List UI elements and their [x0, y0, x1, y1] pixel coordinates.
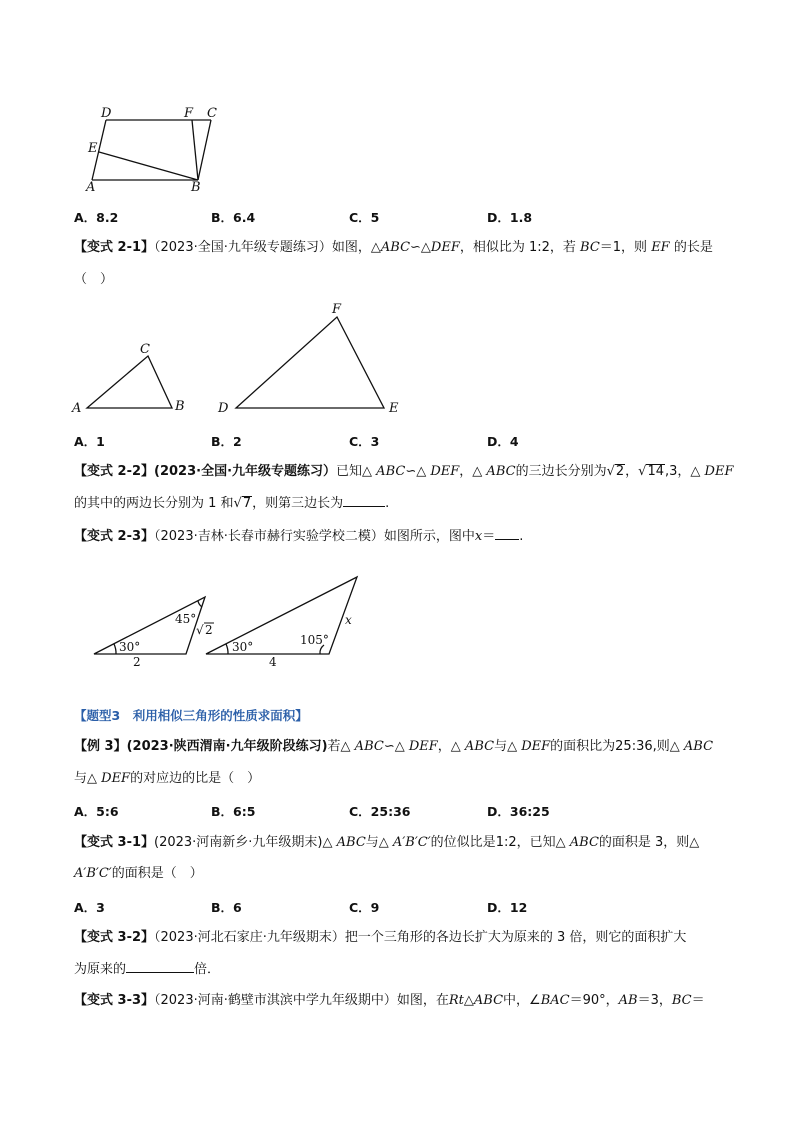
- variant-3-1-line2: [74, 865, 203, 883]
- v31-option-d[interactable]: D．12: [487, 900, 528, 915]
- triangle-notation: △ABC: [463, 993, 504, 1008]
- rt-notation: Rt: [448, 993, 464, 1008]
- triangle-notation: △ ABC: [472, 464, 516, 479]
- label-E: E: [88, 141, 98, 156]
- similar-symbol: ∽: [405, 464, 417, 479]
- text: ，相似比为 1:2，若: [459, 240, 581, 255]
- example-3-line1: [74, 738, 713, 756]
- side-label: 4: [269, 655, 277, 669]
- text: ＝: [482, 529, 496, 544]
- example-3-tag: 【例 3】: [74, 739, 127, 754]
- q1-option-d[interactable]: D．1.8: [487, 210, 533, 225]
- variant-3-2-line1: [74, 929, 686, 947]
- text: ,则: [652, 739, 670, 754]
- text: 倍．: [194, 962, 221, 977]
- label-D: D: [101, 106, 112, 121]
- variant-2-1-paren: （ ）: [74, 272, 114, 287]
- ex3-option-b[interactable]: B．6:5: [211, 804, 256, 819]
- triangle-notation: A′B′C′: [74, 866, 112, 881]
- triangle-notation: △ DEF: [507, 739, 551, 754]
- text: 的对应边的比是（ ）: [130, 771, 261, 786]
- triangle-notation: △ ABC: [669, 739, 714, 754]
- text: 把一个三角形的各边长扩大为原来的 3 倍，则它的面积扩大: [344, 930, 687, 945]
- variant-2-1-line1: [74, 239, 713, 257]
- sqrt-icon: √: [233, 496, 242, 511]
- label-B: B: [175, 399, 185, 414]
- triangle-notation: △ ABC: [555, 835, 599, 850]
- text: .: [385, 496, 390, 511]
- text: ,3，: [665, 464, 691, 479]
- triangle-notation: △ ABC: [340, 739, 384, 754]
- text: ，已知: [516, 835, 556, 850]
- triangle-notation: △ DEF: [416, 464, 460, 479]
- variant-2-3-line1: [74, 527, 523, 546]
- angle-45-label: 45°: [175, 612, 197, 626]
- text: 的其中的两边长分别为 1 和: [74, 496, 234, 511]
- variable-x: x: [474, 529, 483, 544]
- label-E: E: [389, 401, 399, 416]
- q1-option-a[interactable]: A．8.2: [74, 210, 119, 225]
- answer-blank[interactable]: [343, 494, 385, 507]
- variant-2-2-line1: 【变式 2-2】(2023·全国·九年级专题练习）已知△ ABC∽△ DEF，△ ABC的三边长分别为√2，√14,3，△ DEF: [74, 464, 734, 479]
- v31-option-c[interactable]: C．9: [349, 900, 380, 915]
- sqrt-icon: √: [638, 464, 647, 479]
- text: ＝90°，: [569, 993, 619, 1008]
- variant-2-3-source: （2023·吉林·长春市赫行实验学校二模）: [154, 529, 384, 544]
- text: 与: [365, 835, 379, 850]
- variant-3-1-source: (2023·河南新乡·九年级期末): [154, 835, 323, 850]
- text: 的位似比是: [430, 835, 496, 850]
- v21-option-b[interactable]: B．2: [211, 434, 242, 449]
- v21-option-a[interactable]: A．1: [74, 434, 105, 449]
- triangle-notation: △ DEF: [690, 464, 734, 479]
- radicand: 7: [242, 496, 252, 511]
- segment-bc: BC: [580, 240, 600, 255]
- text: 与: [74, 771, 88, 786]
- side-x-label: x: [345, 613, 352, 627]
- text: 与: [494, 739, 508, 754]
- variant-3-2-tag: 【变式 3-2】: [74, 930, 155, 945]
- q1-option-c[interactable]: C．5: [349, 210, 380, 225]
- segment-ef: EF: [651, 240, 670, 255]
- text: 的面积是 3，则: [598, 835, 690, 850]
- variant-3-2-line2: [74, 960, 220, 979]
- triangle-notation: △ DEF: [394, 739, 438, 754]
- ex3-option-a[interactable]: A．5:6: [74, 804, 119, 819]
- text: .: [519, 529, 524, 544]
- triangle-symbol: △: [689, 835, 700, 850]
- variant-3-3-source: （2023·河南·鹤壁市淇滨中学九年级期中）: [154, 993, 397, 1008]
- angle-30-label: 30°: [232, 640, 254, 654]
- variant-2-2-tag: 【变式 2-2】: [74, 464, 155, 479]
- figure-parallelogram: [80, 100, 230, 196]
- answer-blank[interactable]: [126, 960, 194, 973]
- figure-angle-triangles: [88, 572, 368, 672]
- label-C: C: [207, 106, 217, 121]
- v21-option-d[interactable]: D．4: [487, 434, 519, 449]
- text: 的长是: [669, 240, 713, 255]
- segment-ab: AB: [618, 993, 638, 1008]
- variant-2-1-source: （2023·全国·九年级专题练习）: [154, 240, 332, 255]
- label-B: B: [191, 180, 201, 195]
- text: ＝1，则: [599, 240, 652, 255]
- example-3-line2: [74, 770, 260, 788]
- label-F: F: [332, 302, 342, 317]
- ratio: 25:36: [615, 739, 653, 754]
- angle-30-label: 30°: [119, 640, 141, 654]
- text: ，: [459, 464, 473, 479]
- radicand: 14: [647, 464, 665, 479]
- radicand: 2: [615, 464, 625, 479]
- triangle-notation: △ABC∽△DEF: [370, 240, 460, 255]
- text: ，则第三边长为: [252, 496, 344, 511]
- variant-2-3-tag: 【变式 2-3】: [74, 529, 155, 544]
- text: 为原来的: [74, 962, 127, 977]
- v31-option-a[interactable]: A．3: [74, 900, 105, 915]
- text: 中，∠: [503, 993, 541, 1008]
- v21-option-c[interactable]: C．3: [349, 434, 380, 449]
- sqrt-icon: √: [606, 464, 615, 479]
- variant-2-2-source: (2023·全国·九年级专题练习）: [154, 464, 337, 479]
- sqrt-icon: √: [196, 623, 204, 637]
- variant-3-1-tag: 【变式 3-1】: [74, 835, 155, 850]
- similar-symbol: ∽: [383, 739, 395, 754]
- variant-2-2-line2: [74, 494, 389, 513]
- triangle-notation: △ DEF: [87, 771, 131, 786]
- angle-bac: BAC: [540, 993, 570, 1008]
- ex3-option-c[interactable]: C．25:36: [349, 804, 411, 819]
- text: 如图，: [331, 240, 371, 255]
- variant-3-3-line1: [74, 992, 705, 1010]
- text: ＝3，: [637, 993, 672, 1008]
- example-3-source: (2023·陕西渭南·九年级阶段练习): [126, 739, 328, 754]
- ex3-option-d[interactable]: D．36:25: [487, 804, 550, 819]
- answer-blank[interactable]: [495, 527, 519, 540]
- section-title: 【题型3 利用相似三角形的性质求面积】: [74, 708, 308, 723]
- triangle-notation: △ ABC: [450, 739, 495, 754]
- label-C: C: [140, 342, 150, 357]
- text: 如图所示，图中: [383, 529, 475, 544]
- side-label: 2: [133, 655, 141, 669]
- text: ＝: [691, 993, 705, 1008]
- label-D: D: [218, 401, 229, 416]
- text: ，: [437, 739, 451, 754]
- variant-3-3-tag: 【变式 3-3】: [74, 993, 155, 1008]
- label-A: A: [86, 180, 96, 195]
- angle-105-label: 105°: [300, 633, 329, 647]
- triangle-notation: △ A′B′C′: [378, 835, 431, 850]
- label-A: A: [72, 401, 82, 416]
- q1-option-b[interactable]: B．6.4: [211, 210, 256, 225]
- text: 的三边长分别为: [515, 464, 607, 479]
- text: 若: [327, 739, 341, 754]
- label-F: F: [184, 106, 194, 121]
- variant-2-1-tag: 【变式 2-1】: [74, 240, 155, 255]
- variant-3-1-line1: [74, 834, 699, 852]
- text: 的面积是（ ）: [111, 866, 203, 881]
- text: 的面积比为: [550, 739, 616, 754]
- ratio: 1:2: [495, 835, 517, 850]
- triangle-notation: △ ABC: [322, 835, 366, 850]
- figure-similar-triangles: [66, 298, 416, 420]
- text: 如图，在: [396, 993, 449, 1008]
- triangle-notation: △ ABC: [362, 464, 406, 479]
- segment-bc: BC: [671, 993, 692, 1008]
- v31-option-b[interactable]: B．6: [211, 900, 242, 915]
- text: 已知: [336, 464, 363, 479]
- side-label: 2: [205, 623, 213, 637]
- variant-3-2-source: （2023·河北石家庄·九年级期末）: [154, 930, 345, 945]
